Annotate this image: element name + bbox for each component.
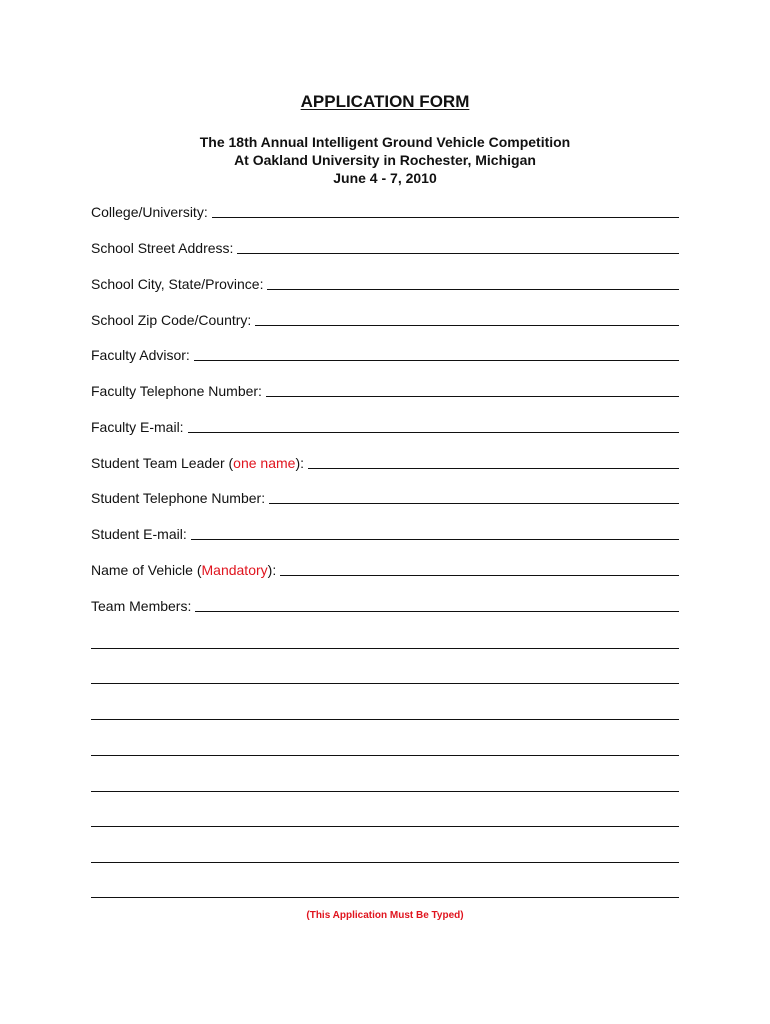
city-label: School City, State/Province: bbox=[91, 276, 264, 292]
street-label: School Street Address: bbox=[91, 240, 234, 256]
faculty-phone-label: Faculty Telephone Number: bbox=[91, 383, 262, 399]
student-email-field-row bbox=[91, 522, 679, 542]
team-leader-label bbox=[91, 455, 308, 471]
team-member-line[interactable] bbox=[91, 862, 679, 863]
vehicle-name-note: Mandatory bbox=[201, 562, 268, 578]
college-label: College/University: bbox=[91, 204, 208, 220]
team-leader-label-suffix: ): bbox=[295, 455, 305, 471]
zip-input-line[interactable] bbox=[255, 325, 679, 326]
team-member-line[interactable] bbox=[91, 648, 679, 649]
competition-name: The 18th Annual Intelligent Ground Vehicle Competition bbox=[199, 134, 571, 150]
team-leader-field-row bbox=[91, 451, 679, 471]
advisor-input-line[interactable] bbox=[194, 360, 679, 361]
team-member-line[interactable] bbox=[91, 897, 679, 898]
typed-application-note: (This Application Must Be Typed) bbox=[306, 910, 464, 921]
faculty-email-field-row bbox=[91, 415, 679, 435]
team-member-line[interactable] bbox=[91, 719, 679, 720]
college-input-line[interactable] bbox=[212, 217, 679, 218]
college-field-row bbox=[91, 200, 679, 220]
zip-label: School Zip Code/Country: bbox=[91, 312, 252, 328]
vehicle-name-label-prefix: Name of Vehicle ( bbox=[91, 562, 202, 578]
student-phone-input-line[interactable] bbox=[269, 503, 679, 504]
faculty-phone-field-row bbox=[91, 379, 679, 399]
vehicle-name-label-suffix: ): bbox=[267, 562, 277, 578]
student-phone-field-row bbox=[91, 486, 679, 506]
advisor-label: Faculty Advisor: bbox=[91, 347, 190, 363]
faculty-email-input-line[interactable] bbox=[188, 432, 679, 433]
city-field-row bbox=[91, 272, 679, 292]
vehicle-name-label bbox=[91, 562, 280, 578]
team-leader-label-prefix: Student Team Leader ( bbox=[91, 455, 234, 471]
faculty-email-label: Faculty E-mail: bbox=[91, 419, 184, 435]
team-members-field-row bbox=[91, 594, 679, 614]
vehicle-name-field-row bbox=[91, 558, 679, 578]
advisor-field-row bbox=[91, 343, 679, 363]
street-input-line[interactable] bbox=[237, 253, 679, 254]
team-members-label: Team Members: bbox=[91, 598, 192, 614]
street-field-row bbox=[91, 236, 679, 256]
student-phone-label: Student Telephone Number: bbox=[91, 490, 266, 506]
faculty-phone-input-line[interactable] bbox=[266, 396, 679, 397]
team-member-line[interactable] bbox=[91, 826, 679, 827]
city-input-line[interactable] bbox=[267, 289, 679, 290]
student-email-label: Student E-mail: bbox=[91, 526, 187, 542]
team-member-line[interactable] bbox=[91, 683, 679, 684]
competition-location: At Oakland University in Rochester, Michigan bbox=[234, 152, 536, 168]
zip-field-row bbox=[91, 308, 679, 328]
team-members-input-line[interactable] bbox=[195, 611, 679, 612]
team-member-line[interactable] bbox=[91, 791, 679, 792]
team-leader-input-line[interactable] bbox=[308, 468, 679, 469]
team-member-line[interactable] bbox=[91, 755, 679, 756]
team-leader-note: one name bbox=[233, 455, 296, 471]
student-email-input-line[interactable] bbox=[191, 539, 679, 540]
competition-dates: June 4 - 7, 2010 bbox=[333, 170, 437, 186]
vehicle-name-input-line[interactable] bbox=[280, 575, 679, 576]
form-title: APPLICATION FORM bbox=[300, 92, 470, 111]
